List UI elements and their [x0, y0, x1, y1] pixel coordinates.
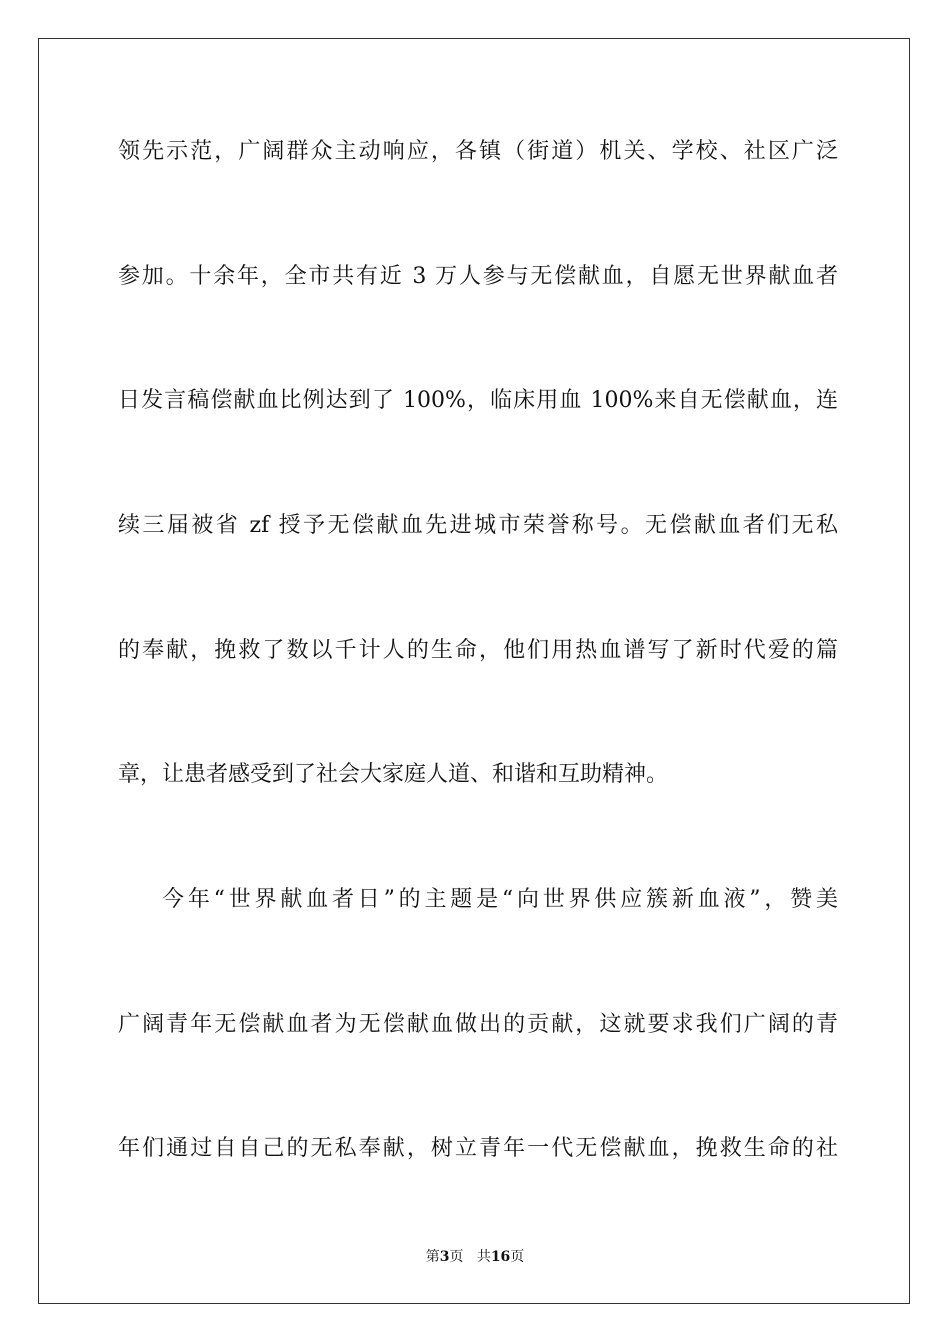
paragraph-line-6: 章，让患者感受到了社会大家庭人道、和谐和互助精神。 [118, 762, 669, 787]
paragraph-line-2: 参加。十余年，全市共有近 3 万人参与无偿献血，自愿无世界献血者 [118, 264, 838, 289]
paragraph-line-8: 广阔青年无偿献血者为无偿献血做出的贡献，这就要求我们广阔的青 [118, 1012, 838, 1037]
page-footer [0, 1247, 950, 1267]
paragraph-line-7: 今年“世界献血者日”的主题是“向世界供应簇新血液”，赞美 [162, 887, 838, 912]
paragraph-line-4: 续三届被省 zf 授予无偿献血先进城市荣誉称号。无偿献血者们无私 [118, 513, 838, 538]
page-prefix: 第 [425, 1249, 440, 1265]
total-suffix: 页 [510, 1249, 525, 1265]
paragraph-line-3: 日发言稿偿献血比例达到了 100%，临床用血 100%来自无偿献血，连 [118, 388, 838, 413]
paragraph-line-5: 的奉献，挽救了数以千计人的生命，他们用热血谱写了新时代爱的篇 [118, 638, 838, 663]
page-frame [38, 38, 910, 1304]
page-suffix: 页 [449, 1249, 464, 1265]
total-page-number: 16 [490, 1249, 511, 1265]
paragraph-line-1: 领先示范，广阔群众主动响应，各镇（街道）机关、学校、社区广泛 [118, 139, 838, 164]
total-prefix: 共 [476, 1249, 491, 1265]
current-page-number: 3 [439, 1249, 450, 1265]
paragraph-line-9: 年们通过自自己的无私奉献，树立青年一代无偿献血，挽救生命的社 [118, 1136, 838, 1161]
